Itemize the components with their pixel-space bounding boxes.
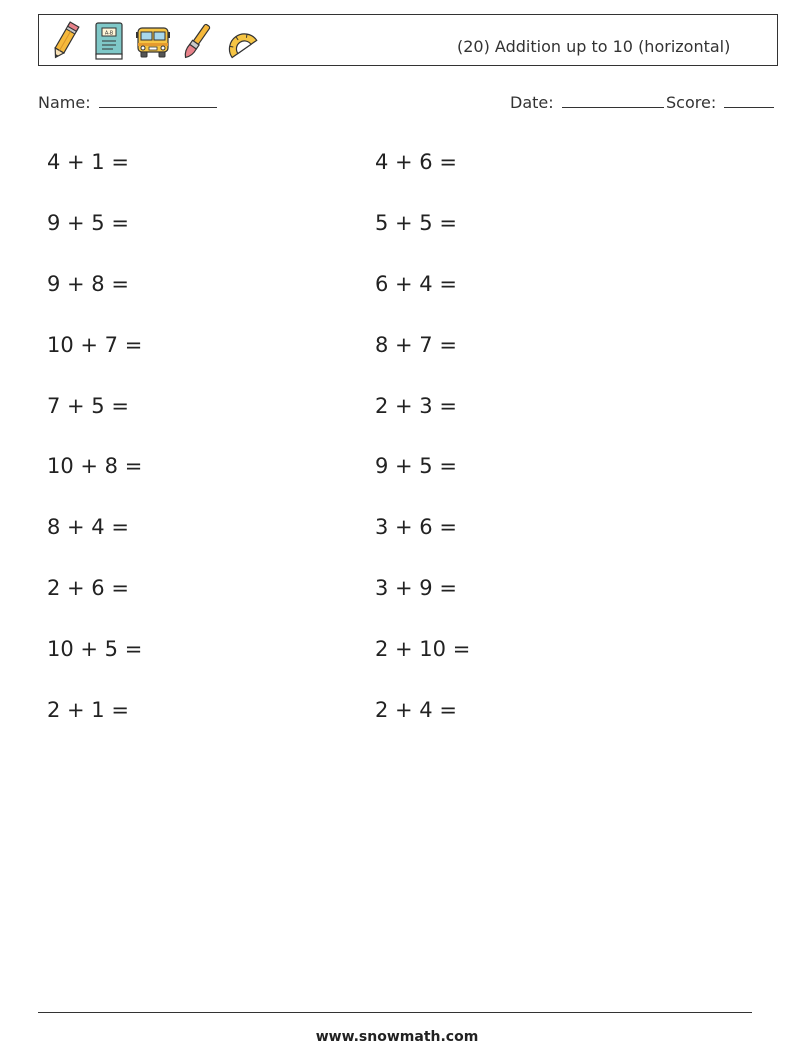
- problem-left-2: 9 + 5 =: [47, 211, 129, 235]
- problem-right-10: 2 + 4 =: [375, 698, 457, 722]
- pencil-icon: [47, 20, 83, 62]
- worksheet-title: (20) Addition up to 10 (horizontal): [457, 37, 731, 56]
- paintbrush-icon: [179, 20, 215, 62]
- score-blank[interactable]: [724, 93, 774, 108]
- name-blank[interactable]: [99, 93, 217, 108]
- problem-right-9: 2 + 10 =: [375, 637, 471, 661]
- problem-left-8: 2 + 6 =: [47, 576, 129, 600]
- problem-right-7: 3 + 6 =: [375, 515, 457, 539]
- name-label: Name:: [38, 93, 91, 112]
- problem-right-1: 4 + 6 =: [375, 150, 457, 174]
- footer-divider: [38, 1012, 752, 1013]
- score-field: [666, 93, 774, 112]
- book-icon: [91, 20, 127, 62]
- header-icons: [47, 19, 267, 63]
- problem-left-10: 2 + 1 =: [47, 698, 129, 722]
- date-blank[interactable]: [562, 93, 664, 108]
- score-label: Score:: [666, 93, 717, 112]
- problem-left-5: 7 + 5 =: [47, 394, 129, 418]
- problem-left-9: 10 + 5 =: [47, 637, 143, 661]
- problem-left-7: 8 + 4 =: [47, 515, 129, 539]
- problem-left-1: 4 + 1 =: [47, 150, 129, 174]
- date-label: Date:: [510, 93, 554, 112]
- problem-right-2: 5 + 5 =: [375, 211, 457, 235]
- problem-right-5: 2 + 3 =: [375, 394, 457, 418]
- book-cover-label: A-B: [104, 30, 114, 37]
- problem-right-3: 6 + 4 =: [375, 272, 457, 296]
- problem-left-6: 10 + 8 =: [47, 454, 143, 478]
- name-field: [38, 93, 217, 112]
- problem-left-3: 9 + 8 =: [47, 272, 129, 296]
- problem-right-6: 9 + 5 =: [375, 454, 457, 478]
- date-field: [510, 93, 664, 112]
- footer-website[interactable]: www.snowmath.com: [315, 1029, 479, 1045]
- problem-right-8: 3 + 9 =: [375, 576, 457, 600]
- problem-right-4: 8 + 7 =: [375, 333, 457, 357]
- worksheet-header: [38, 14, 778, 66]
- school-bus-icon: [135, 20, 171, 62]
- problem-left-4: 10 + 7 =: [47, 333, 143, 357]
- protractor-icon: [223, 20, 259, 62]
